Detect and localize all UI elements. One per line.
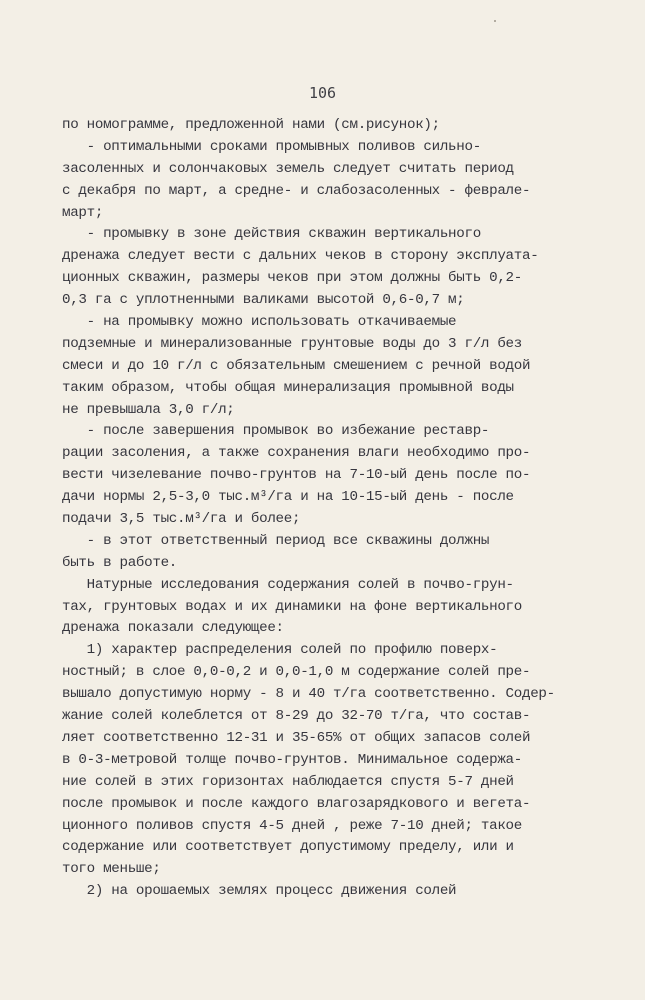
text-line: таким образом, чтобы общая минерализация промывной воды — [62, 379, 514, 396]
text-line: подземные и минерализованные грунтовые воды до 3 г/л без — [62, 335, 522, 352]
text-line: - оптимальными сроками промывных поливов сильно- — [62, 138, 481, 155]
text-line: 2) на орошаемых землях процесс движения солей — [62, 883, 457, 900]
text-line: вышало допустимую норму - 8 и 40 т/га соответственно. Содер- — [62, 686, 555, 703]
text-line: с декабря по март, а средне- и слабозасоленных - феврале- — [62, 182, 531, 199]
text-line: содержание или соответствует допустимому пределу, или и — [62, 839, 514, 856]
text-line: март; — [62, 204, 104, 221]
text-line: подачи 3,5 тыс.м³/га и более; — [62, 511, 301, 528]
text-line: ляет соответственно 12-31 и 35-65% от общих запасов солей — [62, 729, 531, 746]
text-line: после промывок и после каждого влагозарядкового и вегета- — [62, 795, 531, 812]
text-line: ционного поливов спустя 4-5 дней , реже 7-10 дней; такое — [62, 817, 522, 834]
text-line: - в этот ответственный период все скважины должны — [62, 532, 490, 549]
text-line: того меньше; — [62, 861, 161, 878]
text-line: не превышала 3,0 г/л; — [62, 401, 235, 418]
text-line: - промывку в зоне действия скважин вертикального — [62, 226, 481, 243]
text-line: дренажа показали следующее: — [62, 620, 284, 637]
text-line: 0,3 га с уплотненными валиками высотой 0,6-0,7 м; — [62, 292, 465, 309]
text-line: по номограмме, предложенной нами (см.рисунок); — [62, 117, 440, 133]
text-line: вести чизелевание почво-грунтов на 7-10-ый день после по- — [62, 467, 531, 484]
body-text — [62, 115, 617, 903]
paper-speck — [494, 20, 496, 22]
text-line: жание солей колеблется от 8-29 до 32-70 т/га, что состав- — [62, 708, 531, 725]
text-line: ционных скважин, размеры чеков при этом должны быть 0,2- — [62, 270, 522, 287]
page-number: 106 — [309, 84, 337, 102]
text-line: ние солей в этих горизонтах наблюдается спустя 5-7 дней — [62, 773, 514, 790]
text-line: быть в работе. — [62, 554, 177, 571]
text-line: - после завершения промывок во избежание реставр- — [62, 423, 490, 440]
text-line: дачи нормы 2,5-3,0 тыс.м³/га и на 10-15-ый день - после — [62, 489, 514, 506]
text-line: Натурные исследования содержания солей в почво-грун- — [62, 576, 514, 593]
text-line: смеси и до 10 г/л с обязательным смешением с речной водой — [62, 357, 531, 374]
text-line: рации засоления, а также сохранения влаги необходимо про- — [62, 445, 531, 462]
text-line: засоленных и солончаковых земель следует считать период — [62, 160, 514, 177]
text-line: ностный; в слое 0,0-0,2 и 0,0-1,0 м содержание солей пре- — [62, 664, 531, 681]
text-line: в 0-3-метровой толще почво-грунтов. Минимальное содержа- — [62, 751, 522, 768]
text-line: 1) характер распределения солей по профилю поверх- — [62, 642, 498, 659]
text-line: тах, грунтовых водах и их динамики на фоне вертикального — [62, 598, 522, 615]
text-line: - на промывку можно использовать откачиваемые — [62, 314, 457, 331]
text-line: дренажа следует вести с дальних чеков в сторону эксплуата- — [62, 248, 539, 265]
